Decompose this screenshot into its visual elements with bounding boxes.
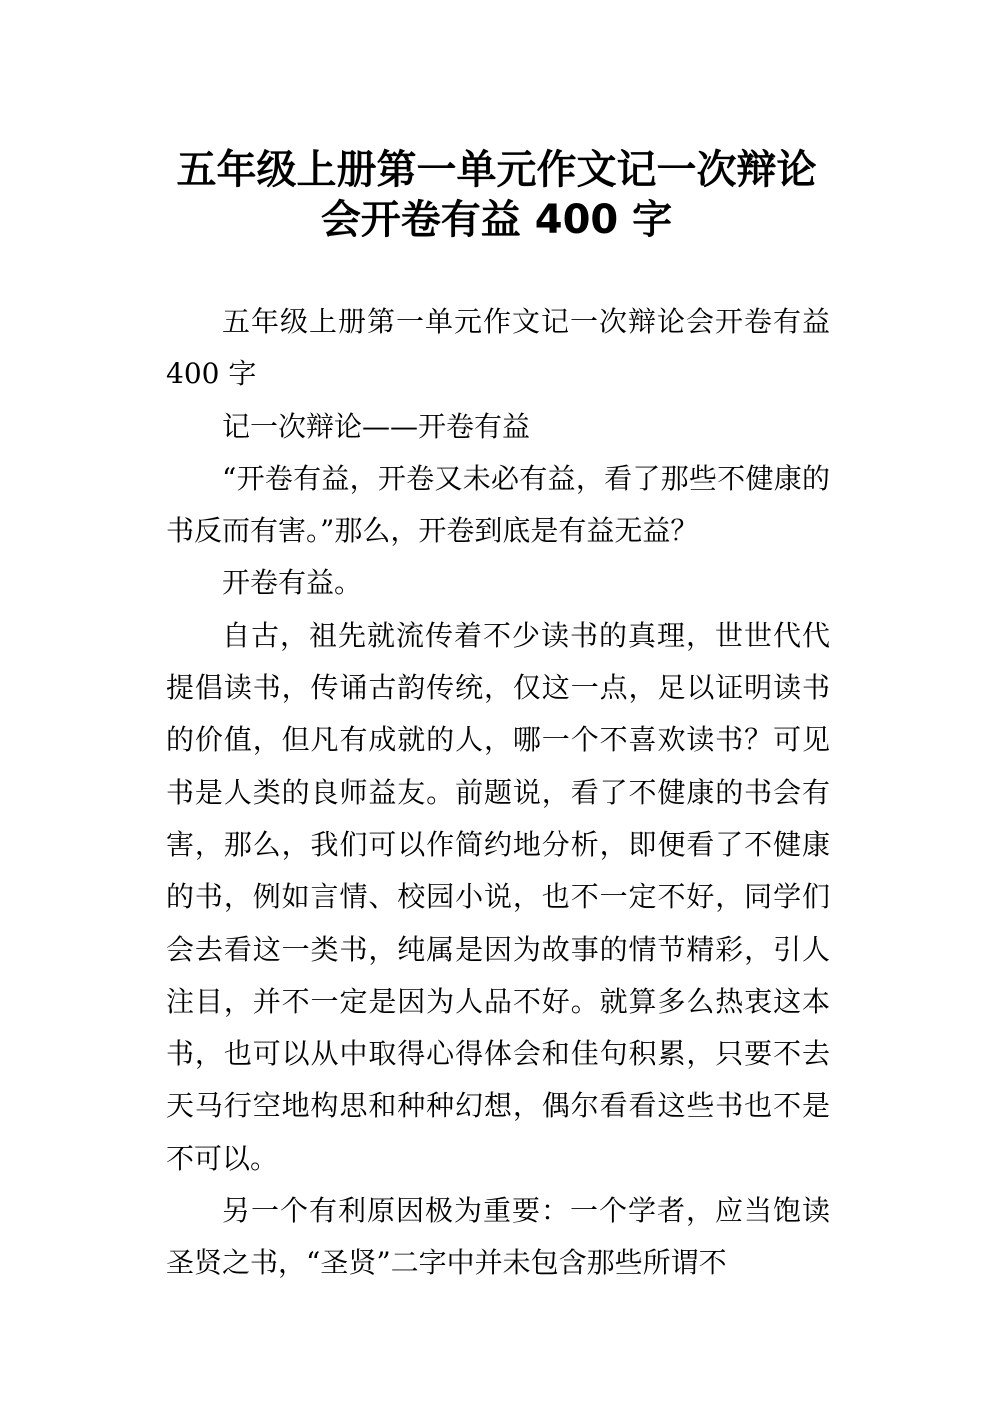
- document-title: [0, 145, 993, 245]
- paragraph-thesis: 开卷有益。: [222, 566, 363, 600]
- paragraph-intro-title: 五年级上册第一单元作文记一次辩论会开卷有益 400 字: [166, 305, 830, 391]
- paragraph-question: “开卷有益，开卷又未必有益，看了那些不健康的书反而有害。”那么，开卷到底是有益无益？: [166, 461, 830, 548]
- paragraph-subtitle: 记一次辩论——开卷有益: [222, 409, 531, 443]
- paragraph-argument-1: 自古，祖先就流传着不少读书的真理，世世代代提倡读书，传诵古韵传统，仅这一点，足以证明读书的价值，但凡有成就的人，哪一个不喜欢读书？可见书是人类的良师益友。前题说，看了不健康的书会有害，那么，我们可以作简约地分析，即便看了不健康的书，例如言情、校园小说，也不一定不好，同学们会去看这一类书，纯属是因为故事的情节精彩，引人注目，并不一定是因为人品不好。就算多么热衷这本书，也可以从中取得心得体会和佳句积累，只要不去天马行空地构思和种种幻想，偶尔看看这些书也不是不可以。: [166, 618, 830, 1175]
- document-body: [166, 296, 830, 1290]
- title-line-1: 五年级上册第一单元作文记一次辩论: [176, 146, 817, 193]
- title-line-2: 会开卷有益 400 字: [320, 196, 673, 243]
- paragraph-argument-2: 另一个有利原因极为重要：一个学者，应当饱读圣贤之书，“圣贤”二字中并未包含那些所谓不: [166, 1194, 830, 1280]
